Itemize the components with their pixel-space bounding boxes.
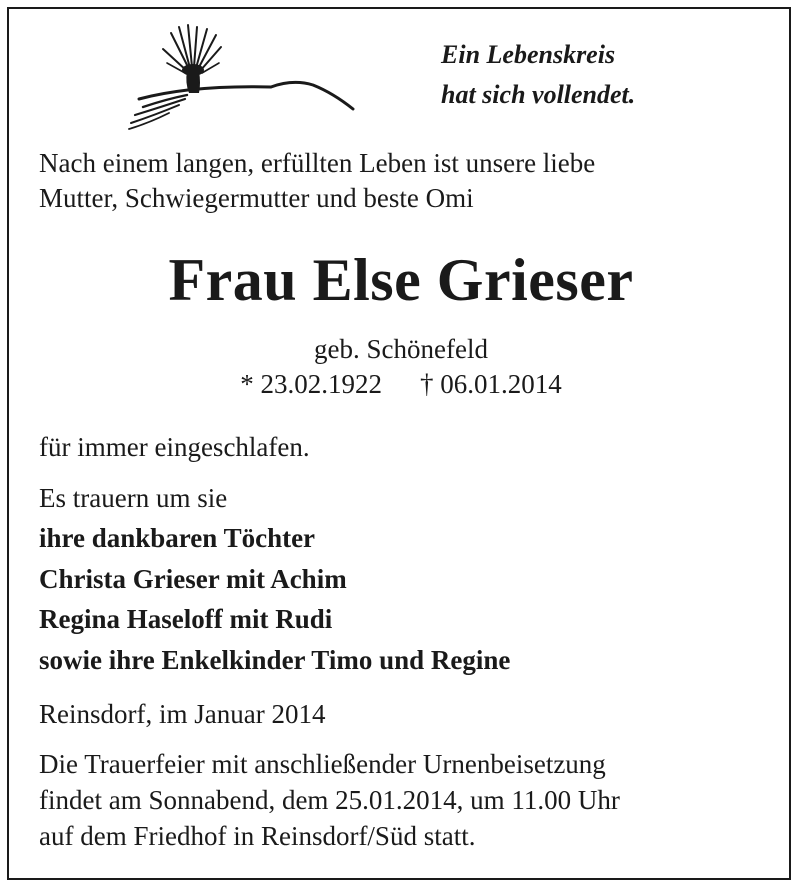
passed-phrase: für immer eingeschlafen. — [39, 432, 310, 462]
mourner-line: Regina Haseloff mit Rudi — [39, 604, 333, 634]
motto — [441, 35, 761, 115]
mourner-line: ihre dankbaren Töchter — [39, 523, 316, 553]
mourner-line: sowie ihre Enkelkinder Timo und Regine — [39, 645, 511, 675]
place-date: Reinsdorf, im Januar 2014 — [39, 699, 326, 729]
service-line-3: auf dem Friedhof in Reinsdorf/Süd statt. — [39, 821, 476, 851]
deceased-name: Frau Else Grieser — [168, 247, 634, 313]
motto-line-1: Ein Lebenskreis — [441, 40, 616, 69]
intro-line-2: Mutter, Schwiegermutter und beste Omi — [39, 183, 474, 213]
death-date: † 06.01.2014 — [420, 369, 562, 399]
obituary-notice — [7, 7, 791, 880]
willow-tree-icon — [121, 23, 357, 131]
intro-line-1: Nach einem langen, erfüllten Leben ist unsere liebe — [39, 148, 596, 178]
birth-date: * 23.02.1922 — [240, 369, 382, 399]
mourners-intro: Es trauern um sie — [39, 483, 228, 513]
motto-line-2: hat sich vollendet. — [441, 80, 636, 109]
maiden-name: geb. Schönefeld — [314, 334, 488, 364]
mourner-line: Christa Grieser mit Achim — [39, 564, 347, 594]
service-line-2: findet am Sonnabend, dem 25.01.2014, um 11.00 Uhr — [39, 785, 620, 815]
life-dates — [9, 367, 793, 401]
service-line-1: Die Trauerfeier mit anschließender Urnenbeisetzung — [39, 749, 606, 779]
